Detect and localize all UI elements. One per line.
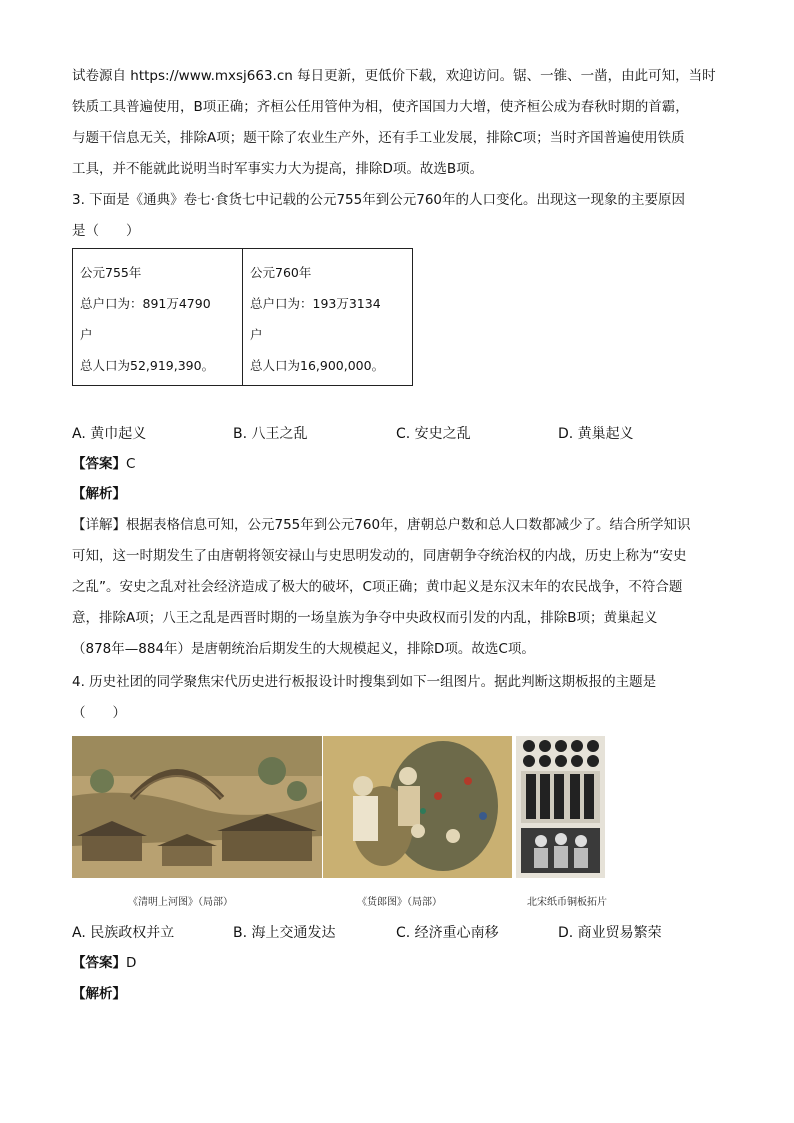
caption-peddler: 《货郎图》（局部） xyxy=(357,897,442,908)
caption-banknote: 北宋纸币铜板拓片 xyxy=(527,897,607,908)
answer-label: 【答案】 xyxy=(72,456,126,472)
question-4-stem: （ ） xyxy=(72,705,126,721)
peddler-painting-image xyxy=(323,736,512,878)
answer-value: D xyxy=(126,955,137,971)
analysis-label: 【解析】 xyxy=(72,486,126,502)
question-4-stem: 4. 历史社团的同学聚焦宋代历史进行板报设计时搜集到如下一组图片。据此判断这期板报的主题是 xyxy=(72,674,657,690)
answer-line xyxy=(72,953,136,973)
option-c: C. 安史之乱 xyxy=(396,426,471,442)
text-line: 铁质工具普遍使用，B项正确；齐桓公任用管仲为相，使齐国国力大增，使齐桓公成为春秋时期的首霸， xyxy=(72,99,689,115)
banknote-rubbing-image xyxy=(516,736,605,878)
detail-line: （878年—884年）是唐朝统治后期发生的大规模起义，排除D项。故选C项。 xyxy=(72,641,535,657)
table-cell-755: 公元755年 总户口为：891万4790 户 总人口为52,919,390。 xyxy=(73,249,243,386)
option-d: D. 商业贸易繁荣 xyxy=(558,925,662,941)
detail-line: 【详解】根据表格信息可知，公元755年到公元760年，唐朝总户数和总人口数都减少了。结合所学知识 xyxy=(72,517,691,533)
text-line: 试卷源自 https://www.mxsj663.cn 每日更新，更低价下载，欢迎访问。锯、一锥、一凿，由此可知，当时 xyxy=(72,68,716,84)
qingming-painting-image xyxy=(72,736,322,878)
option-b: B. 八王之乱 xyxy=(233,426,308,442)
question-3-stem: 是（ ） xyxy=(72,223,140,239)
question-3-stem: 3. 下面是《通典》卷七·食货七中记载的公元755年到公元760年的人口变化。出现这一现象的主要原因 xyxy=(72,192,685,208)
population-table xyxy=(72,248,413,386)
table-cell-760: 公元760年 总户口为：193万3134 户 总人口为16,900,000。 xyxy=(243,249,413,386)
caption-qingming: 《清明上河图》（局部） xyxy=(128,897,233,908)
answer-label: 【答案】 xyxy=(72,955,126,971)
option-a: A. 民族政权并立 xyxy=(72,925,175,941)
answer-line xyxy=(72,454,135,474)
detail-line: 可知，这一时期发生了由唐朝将领安禄山与史思明发动的，同唐朝争夺统治权的内战，历史上称为“安史 xyxy=(72,548,687,564)
option-d: D. 黄巢起义 xyxy=(558,426,634,442)
text-line: 与题干信息无关，排除A项；题干除了农业生产外，还有手工业发展，排除C项；当时齐国普遍使用铁质 xyxy=(72,130,685,146)
option-b: B. 海上交通发达 xyxy=(233,925,336,941)
answer-value: C xyxy=(126,456,136,472)
detail-line: 意，排除A项；八王之乱是西晋时期的一场皇族为争夺中央政权而引发的内乱，排除B项；黄巢起义 xyxy=(72,610,658,626)
option-a: A. 黄巾起义 xyxy=(72,426,147,442)
option-c: C. 经济重心南移 xyxy=(396,925,499,941)
analysis-label: 【解析】 xyxy=(72,986,126,1002)
text-line: 工具，并不能就此说明当时军事实力大为提高，排除D项。故选B项。 xyxy=(72,161,484,177)
detail-line: 之乱”。安史之乱对社会经济造成了极大的破坏，C项正确；黄巾起义是东汉末年的农民战争，不符合题 xyxy=(72,579,683,595)
